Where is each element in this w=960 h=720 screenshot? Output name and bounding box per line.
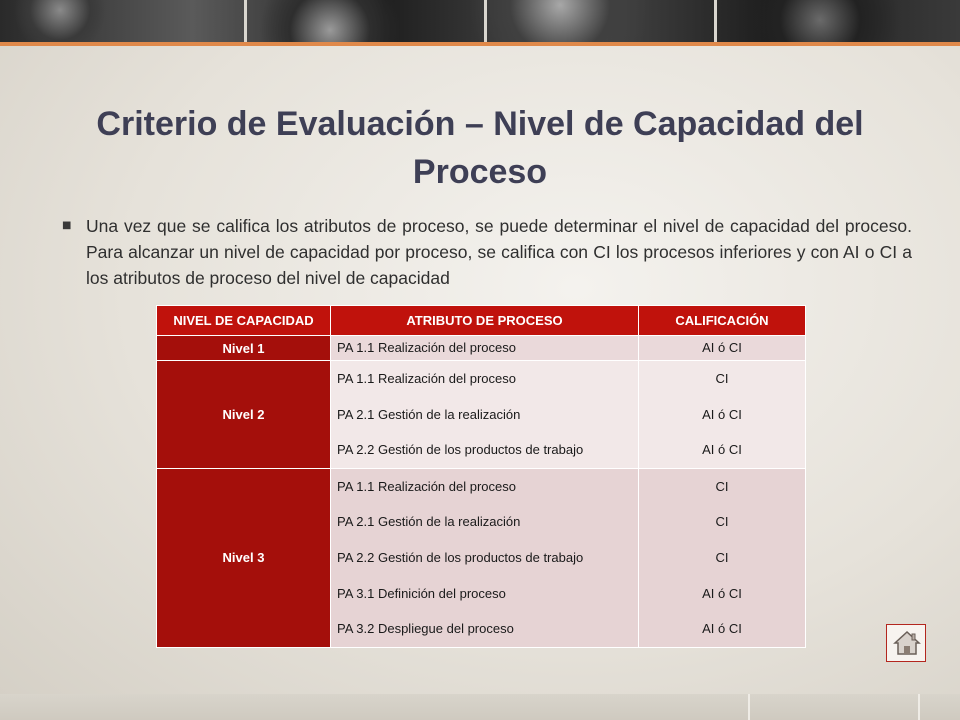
header-banner-image: [0, 0, 960, 42]
grade-item: CI: [715, 514, 729, 530]
level-cell: Nivel 2: [157, 361, 331, 469]
grade-item: CI: [715, 549, 729, 565]
slide-title: Criterio de Evaluación – Nivel de Capacidad del Proceso: [96, 105, 864, 191]
grade-item: CI: [715, 478, 729, 494]
attribute-item: PA 1.1 Realización del proceso: [337, 340, 516, 355]
table-row-nivel-3: [157, 468, 806, 647]
grade-item: CI: [715, 371, 729, 386]
footer-bar: [0, 694, 960, 720]
attribute-item: PA 2.2 Gestión de los productos de trabajo: [337, 549, 584, 565]
banner-divider: [714, 0, 717, 42]
attribute-cell: [331, 336, 639, 361]
accent-rule: [0, 42, 960, 46]
attribute-item: PA 1.1 Realización del proceso: [337, 371, 516, 386]
grade-item: AI ó CI: [702, 406, 742, 422]
banner-divider: [244, 0, 247, 42]
level-cell: Nivel 1: [157, 336, 331, 361]
bullet-paragraph: [62, 213, 912, 291]
grade-cell: [639, 361, 806, 469]
grade-item: AI ó CI: [702, 585, 742, 601]
table-header-row: [157, 306, 806, 336]
attribute-cell: [331, 361, 639, 469]
footer-divider: [918, 694, 920, 720]
attribute-item: PA 3.1 Definición del proceso: [337, 585, 506, 601]
banner-divider: [484, 0, 487, 42]
square-bullet-icon: ■: [62, 220, 72, 231]
attribute-item: PA 2.1 Gestión de la realización: [337, 406, 521, 422]
attribute-cell: [331, 468, 639, 647]
grade-item: AI ó CI: [702, 442, 742, 458]
home-button[interactable]: [886, 624, 926, 662]
attribute-item: PA 3.2 Despliegue del proceso: [337, 621, 514, 637]
table-row-nivel-2: [157, 361, 806, 469]
capability-table: [156, 305, 806, 648]
home-icon: [893, 629, 921, 657]
attribute-item: PA 2.2 Gestión de los productos de trabajo: [337, 442, 584, 458]
attribute-item: PA 1.1 Realización del proceso: [337, 478, 516, 494]
level-cell: Nivel 3: [157, 468, 331, 647]
header-calificacion: CALIFICACIÓN: [639, 306, 806, 336]
grade-cell: [639, 336, 806, 361]
table-row-nivel-1: [157, 336, 806, 361]
grade-item: AI ó CI: [702, 621, 742, 637]
grade-item: AI ó CI: [702, 340, 742, 355]
attribute-item: PA 2.1 Gestión de la realización: [337, 514, 521, 530]
header-nivel-de-capacidad: NIVEL DE CAPACIDAD: [157, 306, 331, 336]
grade-cell: [639, 468, 806, 647]
footer-divider: [748, 694, 750, 720]
bullet-text: Una vez que se califica los atributos de proceso, se puede determinar el nivel de capacidad del proceso. Para alcanzar un nivel de capacidad por proceso, se califica con CI los procesos inferiores y con AI o CI a los atributos de proceso del nivel de capacidad: [86, 216, 912, 288]
header-atributo-de-proceso: ATRIBUTO DE PROCESO: [331, 306, 639, 336]
